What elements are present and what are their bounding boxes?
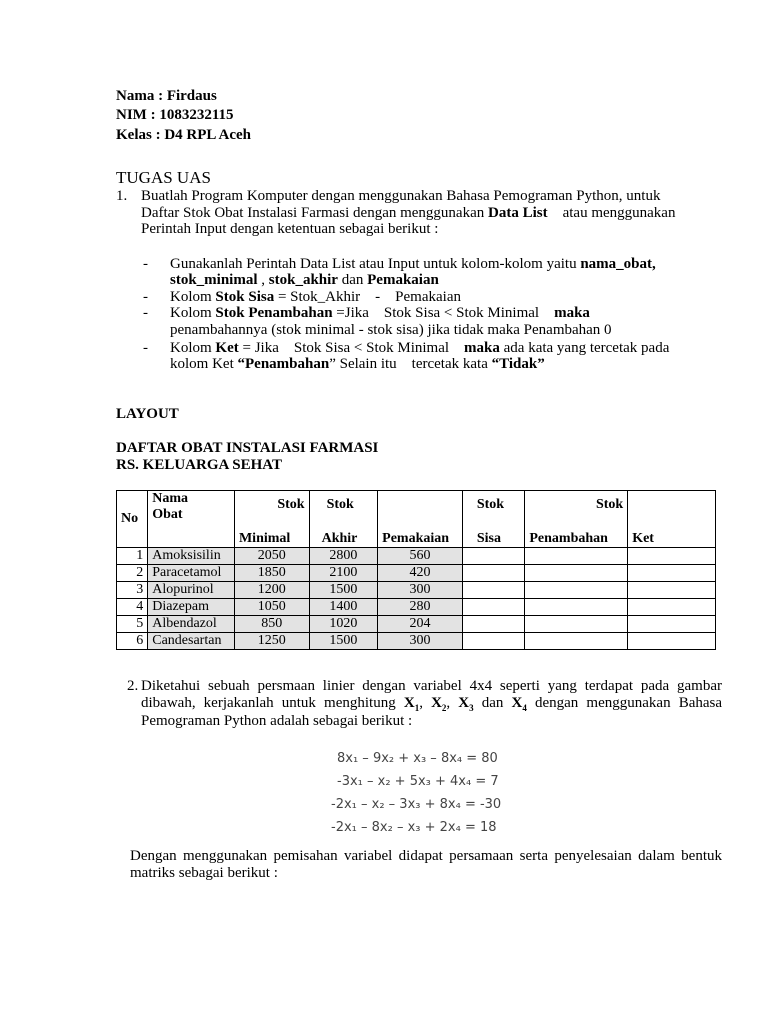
header-nama: [148, 491, 235, 524]
var-x1-letter: X: [403, 695, 415, 711]
q1-line1: Buatlah Program Komputer dengan menggunakan Bahasa Pemograman Python, untuk: [141, 188, 661, 204]
var-x3-letter: X: [458, 695, 470, 711]
header-nama-1: Nama: [152, 491, 189, 506]
cell-pemakaian: 204: [378, 616, 463, 633]
cell-stokakhir: 1500: [309, 633, 378, 650]
q1-line2-tail: atau menggunakan: [547, 205, 676, 221]
cell-penambahan: [525, 582, 628, 599]
bullet-4-cont-mid: ” Selain itu tercetak kata: [329, 356, 492, 372]
cell-ket: [628, 633, 716, 650]
cell-no: 3: [117, 582, 148, 599]
cell-no: 4: [117, 599, 148, 616]
cell-ket: [628, 565, 716, 582]
header-ket-top: [628, 491, 716, 524]
bullet-3: [170, 305, 590, 322]
bullet-2-text: Kolom: [170, 289, 216, 305]
equation-2: -3x₁ – x₂ + 5x₃ + 4x₄ = 7: [337, 774, 499, 789]
header-stoksisa-1: Stok: [462, 491, 525, 524]
q2-number: 2.: [127, 678, 139, 694]
cell-penambahan: [525, 616, 628, 633]
header-stoksisa-2: Sisa: [462, 523, 525, 548]
bullet-4-maka: maka: [464, 340, 500, 356]
header-penambahan-2: Penambahan: [525, 523, 628, 548]
bullet-4-text: Kolom: [170, 340, 216, 356]
q2-line2-text: dibawah, kerjakanlah untuk menghitung: [141, 695, 404, 711]
q1-line2: [141, 205, 675, 222]
cell-stokmin: 1050: [234, 599, 309, 616]
bullet-4-mid: = Jika Stok Sisa < Stok Minimal: [238, 340, 465, 356]
cell-stoksisa: [462, 633, 525, 650]
cell-no: 1: [117, 548, 148, 565]
cell-nama: Amoksisilin: [148, 548, 235, 565]
bullet-3-maka: maka: [554, 305, 590, 321]
cell-ket: [628, 616, 716, 633]
cell-ket: [628, 548, 716, 565]
bullet-4-tail: ada kata yang tercetak pada: [499, 340, 670, 356]
table-row: [117, 548, 716, 565]
cell-stokakhir: 2800: [309, 548, 378, 565]
q2-line3: Pemograman Python adalah sebagai berikut :: [141, 713, 413, 729]
obat-table: [116, 490, 716, 650]
bullet-1-text: Gunakanlah Perintah Data List atau Input untuk kolom-kolom yaitu: [170, 256, 581, 272]
table-title-1: DAFTAR OBAT INSTALASI FARMASI: [116, 440, 379, 456]
bullet-2: [170, 289, 461, 306]
student-class: Kelas : D4 RPL Aceh: [116, 127, 251, 143]
var-x2-letter: X: [431, 695, 442, 711]
cell-stokmin: 1850: [234, 565, 309, 582]
bullet-1-pemakaian: Pemakaian: [367, 272, 439, 288]
bullet-1-bold: nama_obat,: [580, 256, 656, 272]
table-row: [117, 633, 716, 650]
header-ket: Ket: [628, 523, 716, 548]
closing-line-1: Dengan menggunakan pemisahan variabel didapat persamaan serta penyelesaian dalam bentuk: [130, 848, 722, 864]
bullet-4-tidak: “Tidak”: [491, 356, 545, 372]
var-x4-letter: X: [511, 695, 523, 711]
cell-stokmin: 1200: [234, 582, 309, 599]
cell-penambahan: [525, 633, 628, 650]
bullet-4-penambahan: “Penambahan: [237, 356, 330, 372]
q2-line2-tail: dengan menggunakan Bahasa: [526, 695, 723, 711]
student-name: Nama : Firdaus: [116, 88, 217, 104]
bullet-1-stokakhir: stok_akhir: [268, 272, 338, 288]
bullet-1-cont: [170, 272, 439, 289]
page-title: TUGAS UAS: [116, 168, 211, 187]
cell-nama: Albendazol: [148, 616, 235, 633]
bullet-4-cont: [170, 356, 545, 373]
q1-line2-text: Daftar Stok Obat Instalasi Farmasi dengan menggunakan: [141, 205, 488, 221]
bullet-4-bold: Ket: [215, 340, 239, 356]
cell-stokakhir: 1500: [309, 582, 378, 599]
cell-ket: [628, 599, 716, 616]
cell-pemakaian: 560: [378, 548, 463, 565]
header-stokakhir-2: Akhir: [309, 523, 378, 548]
bullet-dash: -: [143, 289, 148, 305]
cell-nama: Alopurinol: [148, 582, 235, 599]
cell-stoksisa: [462, 582, 525, 599]
bullet-4-cont-text: kolom Ket: [170, 356, 238, 372]
bullet-3-bold: Stok Penambahan: [215, 305, 333, 321]
bullet-1-stokmin: stok_minimal: [170, 272, 258, 288]
bullet-1: [170, 256, 656, 273]
cell-penambahan: [525, 548, 628, 565]
cell-stokakhir: 2100: [309, 565, 378, 582]
cell-nama: Candesartan: [148, 633, 235, 650]
header-pemakaian-top: [378, 491, 463, 524]
header-stokakhir-1: Stok: [309, 491, 378, 524]
table-header-row: [117, 491, 716, 524]
q1-number: 1.: [116, 188, 128, 204]
cell-stoksisa: [462, 565, 525, 582]
header-stokmin-1: Stok: [234, 491, 309, 524]
table-header-row-2: [117, 523, 716, 548]
cell-penambahan: [525, 565, 628, 582]
header-no: No: [117, 491, 148, 548]
bullet-3-cont: penambahannya (stok minimal - stok sisa) jika tidak maka Penambahan 0: [170, 322, 612, 338]
cell-nama: Paracetamol: [148, 565, 235, 582]
table-row: [117, 599, 716, 616]
equation-1: 8x₁ – 9x₂ + x₃ – 8x₄ = 80: [337, 751, 498, 766]
q2-dan: dan: [473, 695, 512, 711]
table-row: [117, 616, 716, 633]
cell-stokmin: 2050: [234, 548, 309, 565]
bullet-dash: -: [143, 256, 148, 272]
cell-pemakaian: 280: [378, 599, 463, 616]
cell-no: 2: [117, 565, 148, 582]
cell-pemakaian: 300: [378, 582, 463, 599]
var-x1: $X_1$: [403, 695, 420, 713]
cell-no: 5: [117, 616, 148, 633]
equation-4: -2x₁ – 8x₂ – x₃ + 2x₄ = 18: [331, 820, 497, 835]
equation-3: -2x₁ – x₂ – 3x₃ + 8x₄ = -30: [331, 797, 502, 812]
bullet-2-tail: = Stok_Akhir - Pemakaian: [274, 289, 461, 305]
q2-line2: dibawah, kerjakanlah untuk menghitung $X_1$, $X_2$, $X_3$ dan $X_4$ dengan menggunakan Bahasa: [141, 695, 723, 713]
table-row: [117, 582, 716, 599]
cell-stokmin: 850: [234, 616, 309, 633]
bullet-1-dan: dan: [337, 272, 368, 288]
header-penambahan-1: Stok: [525, 491, 628, 524]
bullet-2-bold: Stok Sisa: [215, 289, 275, 305]
cell-stokmin: 1250: [234, 633, 309, 650]
cell-stokakhir: 1020: [309, 616, 378, 633]
bullet-dash: -: [143, 305, 148, 321]
bullet-3-mid: =Jika Stok Sisa < Stok Minimal: [332, 305, 555, 321]
table-row: [117, 565, 716, 582]
var-x3: $X_3$: [458, 695, 474, 713]
bullet-dash: -: [143, 340, 148, 356]
header-pemakaian: Pemakaian: [378, 523, 463, 548]
layout-heading: LAYOUT: [116, 406, 179, 422]
q1-datalist: Data List: [488, 205, 548, 221]
cell-penambahan: [525, 599, 628, 616]
header-nama-bottom: [148, 523, 235, 548]
bullet-1-comma: ,: [257, 272, 269, 288]
cell-no: 6: [117, 633, 148, 650]
cell-stoksisa: [462, 616, 525, 633]
var-x4: $X_4$: [511, 695, 527, 713]
q1-line3: Perintah Input dengan ketentuan sebagai berikut :: [141, 221, 439, 237]
cell-pemakaian: 420: [378, 565, 463, 582]
header-nama-2: Obat: [152, 507, 183, 522]
cell-stoksisa: [462, 599, 525, 616]
cell-stoksisa: [462, 548, 525, 565]
header-stokmin-2: Minimal: [234, 523, 309, 548]
student-nim: NIM : 1083232115: [116, 107, 234, 123]
var-x2: $X_2$: [431, 695, 447, 713]
cell-pemakaian: 300: [378, 633, 463, 650]
bullet-4: [170, 340, 669, 357]
cell-ket: [628, 582, 716, 599]
table-title-2: RS. KELUARGA SEHAT: [116, 457, 283, 473]
cell-nama: Diazepam: [148, 599, 235, 616]
bullet-3-text: Kolom: [170, 305, 216, 321]
cell-stokakhir: 1400: [309, 599, 378, 616]
q2-line1: Diketahui sebuah persmaan linier dengan variabel 4x4 seperti yang terdapat pada gambar: [141, 678, 722, 694]
closing-line-2: matriks sebagai berikut :: [130, 865, 278, 881]
